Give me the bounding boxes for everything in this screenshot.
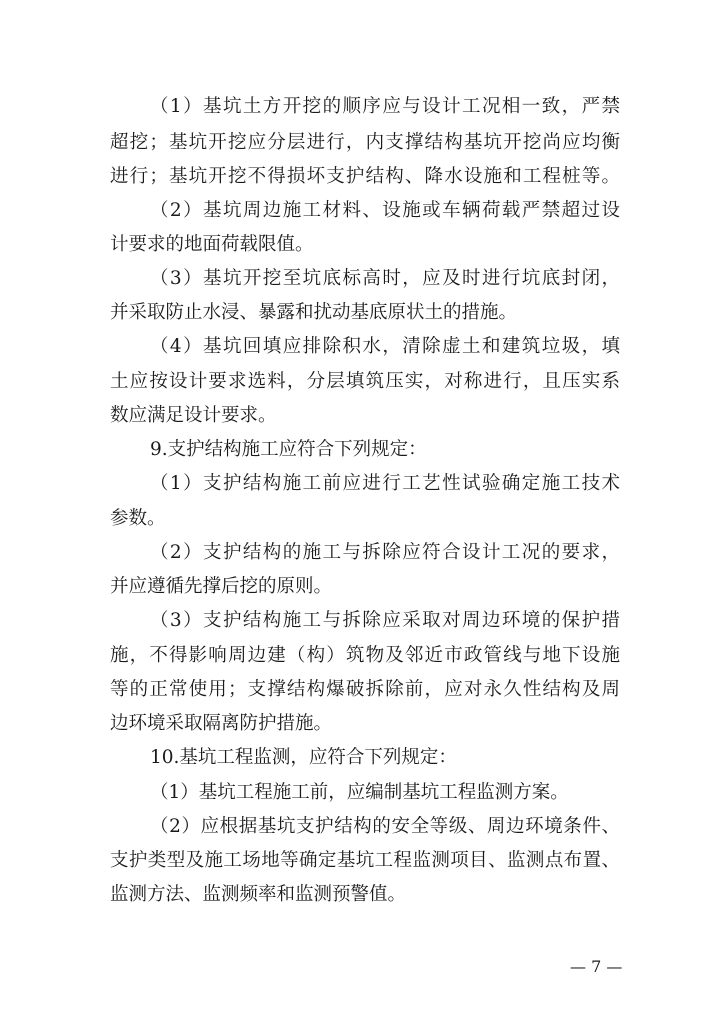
text-line: 数应满足设计要求。 [110, 405, 277, 426]
text-line: （2）应根据基坑支护结构的安全等级、周边环境条件、 [150, 816, 620, 837]
text-line: 进行；基坑开挖不得损坏支护结构、降水设施和工程桩等。 [110, 166, 620, 187]
text-line: 计要求的地面荷载限值。 [110, 234, 314, 255]
section-heading: 10.基坑工程监测，应符合下列规定： [150, 747, 457, 768]
text-line: 参数。 [110, 508, 166, 529]
page-number: — 7 — [570, 957, 623, 976]
text-line: 土应按设计要求选料，分层填筑压实，对称进行，且压实系 [110, 371, 620, 392]
text-line: 并采取防止水浸、暴露和扰动基底原状土的措施。 [110, 302, 518, 323]
text-line: （3）基坑开挖至坑底标高时，应及时进行坑底封闭， [150, 268, 620, 289]
text-line: 施，不得影响周边建（构）筑物及邻近市政管线与地下设施 [110, 645, 620, 666]
text-line: （4）基坑回填应排除积水，清除虚土和建筑垃圾，填 [150, 336, 620, 357]
text-line: （1）基坑工程施工前，应编制基坑工程监测方案。 [150, 782, 569, 803]
section-heading: 9.支护结构施工应符合下列规定： [150, 439, 427, 460]
text-line: 监测方法、监测频率和监测预警值。 [110, 884, 407, 905]
text-line: （1）基坑土方开挖的顺序应与设计工况相一致，严禁 [150, 96, 620, 117]
text-line: 并应遵循先撑后挖的原则。 [110, 576, 333, 597]
text-line: 超挖；基坑开挖应分层进行，内支撑结构基坑开挖尚应均衡 [110, 132, 620, 153]
text-line: 边环境采取隔离防护措施。 [110, 713, 333, 734]
text-line: （1）支护结构施工前应进行工艺性试验确定施工技术 [150, 473, 620, 494]
text-line: （2）基坑周边施工材料、设施或车辆荷载严禁超过设 [150, 200, 620, 221]
text-line: （3）支护结构施工与拆除应采取对周边环境的保护措 [150, 610, 620, 631]
text-line: 等的正常使用；支撑结构爆破拆除前，应对永久性结构及周 [110, 679, 620, 700]
text-line: 支护类型及施工场地等确定基坑工程监测项目、监测点布置、 [110, 850, 620, 871]
text-line: （2）支护结构的施工与拆除应符合设计工况的要求， [150, 542, 620, 563]
